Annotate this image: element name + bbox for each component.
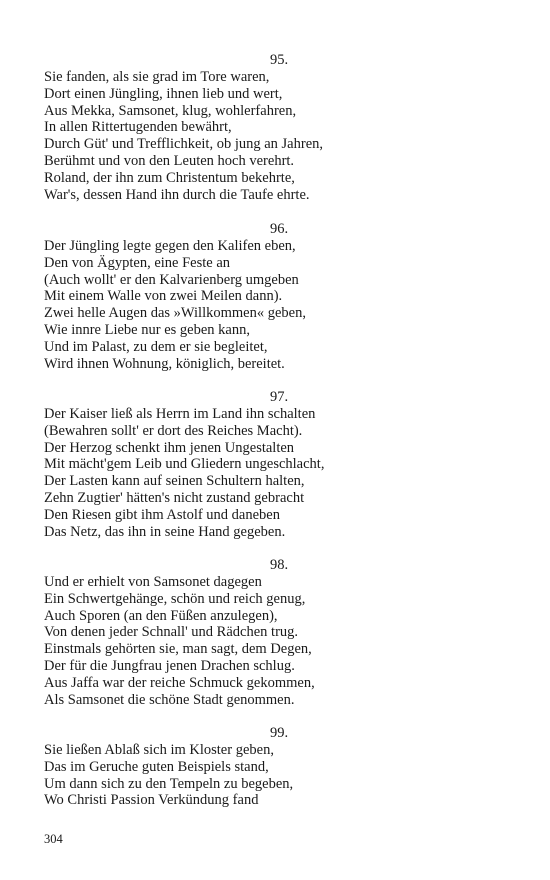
verse-line: Den von Ägypten, eine Feste an [44,254,231,271]
verse-line: Der Lasten kann auf seinen Schultern halten, [44,473,305,490]
verse-line: Und er erhielt von Samsonet dagegen [44,574,262,590]
stanza-95 [44,52,514,203]
verse-line: Ein Schwertgehänge, schön und reich genug, [44,590,306,607]
verse-line: Durch Güt' und Trefflichkeit, ob jung an Jahren, [44,136,324,153]
verse-line: War's, dessen Hand ihn durch die Taufe ehrte. [44,186,310,203]
verse-line: Das Netz, das ihn in seine Hand gegeben. [44,523,286,540]
page-number: 304 [44,832,63,846]
verse-line: Der Kaiser ließ als Herrn im Land ihn schalten [44,406,316,422]
verse-line: Sie ließen Ablaß sich im Kloster geben, [44,742,274,758]
verse-line: Aus Jaffa war der reiche Schmuck gekommen, [44,674,315,691]
verse-line: Der für die Jungfrau jenen Drachen schlug. [44,657,295,674]
stanza-number: 96. [269,221,289,237]
verse-line: Der Jüngling legte gegen den Kalifen eben, [44,238,296,254]
verse-line: Den Riesen gibt ihm Astolf und daneben [44,506,280,523]
verse-line: Das im Geruche guten Beispiels stand, [44,758,269,775]
verse-line: Zwei helle Augen das »Willkommen« geben, [44,305,306,322]
verse-line: In allen Rittertugenden bewährt, [44,119,232,136]
verse-line: Dort einen Jüngling, ihnen lieb und wert, [44,85,283,102]
verse-line: Als Samsonet die schöne Stadt genommen. [44,691,295,708]
verse-line: Von denen jeder Schnall' und Rädchen trug. [44,624,299,641]
verse-line: Auch Sporen (an den Füßen anzulegen), [44,607,278,624]
verse-line: Wird ihnen Wohnung, königlich, bereitet. [44,355,285,372]
verse-line: Mit mächt'gem Leib und Gliedern ungeschlacht, [44,456,325,473]
verse-line: Sie fanden, als sie grad im Tore waren, [44,69,270,85]
verse-line: (Auch wollt' er den Kalvarienberg umgeben [44,271,299,288]
verse-line: Aus Mekka, Samsonet, klug, wohlerfahren, [44,102,297,119]
verse-line: Roland, der ihn zum Christentum bekehrte, [44,169,295,186]
stanza-number: 97. [269,389,289,405]
verse-line: Der Herzog schenkt ihm jenen Ungestalten [44,439,295,456]
stanza-96 [44,221,514,372]
verse-line: Berühmt und von den Leuten hoch verehrt. [44,152,295,169]
stanza-number: 99. [269,725,289,741]
verse-line: Zehn Zugtier' hätten's nicht zustand gebracht [44,489,305,506]
stanza-97 [44,389,514,540]
verse-line: Und im Palast, zu dem er sie begleitet, [44,338,268,355]
stanza-98 [44,557,514,708]
stanza-99 [44,725,514,809]
verse-line: Mit einem Walle von zwei Meilen dann). [44,288,283,305]
verse-line: (Bewahren sollt' er dort des Reiches Macht). [44,422,303,439]
verse-line: Wie innre Liebe nur es geben kann, [44,321,250,338]
verse-line: Wo Christi Passion Verkündung fand [44,792,259,809]
stanza-number: 98. [269,557,289,573]
verse-line: Um dann sich zu den Tempeln zu begeben, [44,775,294,792]
stanza-number: 95. [269,52,289,68]
verse-line: Einstmals gehörten sie, man sagt, dem Degen, [44,641,312,658]
